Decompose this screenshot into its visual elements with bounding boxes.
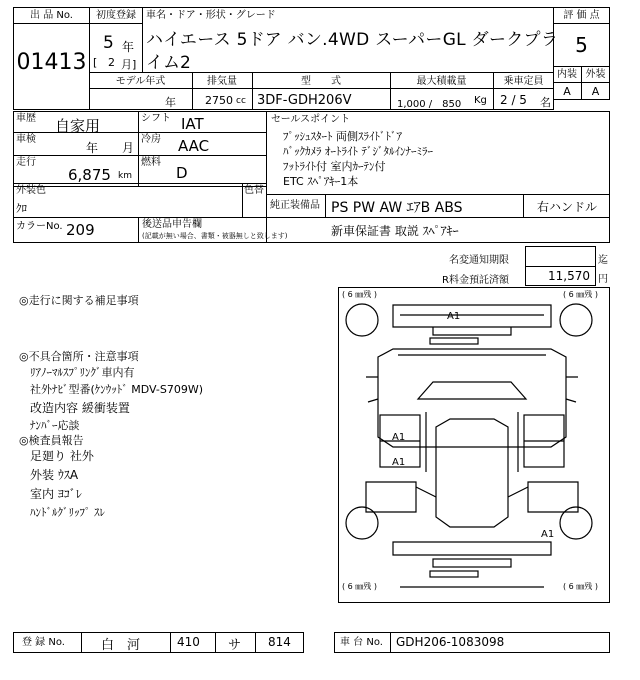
color-change-label: 色替 xyxy=(244,185,264,196)
lot-number-label: 出 品 No. xyxy=(30,10,73,21)
history-value: 自家用 xyxy=(55,117,101,135)
defects-heading: ◎不具合箇所・注意事項 xyxy=(19,350,139,363)
fuel-value: D xyxy=(176,164,188,182)
displacement-label: 排気量 xyxy=(207,76,237,87)
capacity-unit: 名 xyxy=(540,96,551,109)
mileage-value: 6,875 xyxy=(68,166,111,184)
damage-mark: A1 xyxy=(392,432,406,443)
displacement-value: 2750 xyxy=(205,94,233,107)
steering-side: 右ハンドル xyxy=(537,200,598,214)
shift-value: IAT xyxy=(181,115,204,133)
tire-tread-rear-left: ( 6 ㎜残 ) xyxy=(342,582,377,591)
shift-label: シフト xyxy=(141,113,171,124)
sales-point-line: ﾌｯﾄﾗｲﾄ付 室内ｶｰﾃﾝ付 xyxy=(283,160,386,173)
inspector-line: 外装 ｳｽA xyxy=(30,468,79,482)
interior-grade: A xyxy=(563,85,571,98)
max-load-unit: Kg xyxy=(474,95,487,106)
damage-mark: A1 xyxy=(392,457,406,468)
equipment-label: 純正装備品 xyxy=(270,200,320,211)
notice-deadline-label: 名変通知期限 xyxy=(449,255,509,266)
car-name-label: 車名・ドア・形状・グレード xyxy=(146,10,276,21)
first-registration-label: 初度登録 xyxy=(96,10,136,21)
tire-tread-rear-right: ( 6 ㎜残 ) xyxy=(563,582,598,591)
aftermarket-label: 後送品申告欄 xyxy=(142,219,202,230)
color-no-value: 209 xyxy=(66,221,95,239)
sales-point-line: ﾌﾟｯｼｭｽﾀｰﾄ 両側ｽﾗｲﾄﾞﾄﾞｱ xyxy=(283,130,402,143)
notice-deadline-field xyxy=(525,246,596,267)
first-registration-year: 5 xyxy=(103,33,114,53)
max-load-label: 最大積載量 xyxy=(416,76,467,87)
fuel-label: 燃料 xyxy=(141,157,161,168)
registration-label: 登 録 No. xyxy=(22,637,65,648)
tire-front-right-icon xyxy=(560,304,592,336)
warranty-line: 新車保証書 取説 ｽﾍﾟｱｷｰ xyxy=(331,224,459,238)
vehicle-diagram xyxy=(338,287,610,603)
exterior-color-box xyxy=(13,183,267,218)
capacity-value: 2 / 5 xyxy=(500,93,527,107)
exterior-label: 外装 xyxy=(585,69,606,80)
car-name-line1: ハイエース 5ドア バン.4WD スーパーGL ダークプラ xyxy=(146,30,559,50)
inspection-month-unit: 月 xyxy=(122,141,135,155)
sales-point-line: ETC ｽﾍﾟｱｷｰ1本 xyxy=(283,175,359,188)
lot-number: 01413 xyxy=(16,50,87,75)
model-year-label: モデル年式 xyxy=(115,76,166,87)
car-name-line2: イム2 xyxy=(146,53,191,73)
registration-number: 814 xyxy=(268,635,291,649)
defect-line: ﾘｱﾉｰﾏﾙｽﾌﾟﾘﾝｸﾞ車内有 xyxy=(30,366,135,379)
inspector-line: 室内 ﾖｺﾞﾚ xyxy=(30,487,82,501)
chassis-label: 車 台 No. xyxy=(340,637,383,648)
defect-line: 改造内容 緩衝装置 xyxy=(30,401,130,415)
defect-line: ﾅﾝﾊﾞｰ応談 xyxy=(30,419,80,432)
damage-mark: A1 xyxy=(541,529,555,540)
equipment-items: PS PW AW ｴｱB ABS xyxy=(331,200,463,216)
aftermarket-note: (記載が無い場合、書類・被器無しと致します) xyxy=(142,232,288,240)
notice-deadline-unit: 迄 xyxy=(598,255,608,266)
registration-class: 410 xyxy=(177,635,200,649)
max-load-value: 1,000 / 850 xyxy=(397,99,462,110)
tire-tread-front-left: ( 6 ㎜残 ) xyxy=(342,290,377,299)
tire-tread-front-right: ( 6 ㎜残 ) xyxy=(563,290,598,299)
recycle-fee-label: R料金預託済額 xyxy=(442,275,509,286)
driving-notes-heading: ◎走行に関する補足事項 xyxy=(19,294,139,307)
type-value: 3DF-GDH206V xyxy=(257,93,352,108)
displacement-unit: cc xyxy=(236,96,246,106)
mileage-unit: km xyxy=(118,171,132,181)
interior-label: 内装 xyxy=(557,69,577,80)
month-bracket-open: [ xyxy=(93,56,98,69)
inspection-year-unit: 年 xyxy=(86,141,99,155)
capacity-label: 乗車定員 xyxy=(503,76,544,87)
model-year-unit: 年 xyxy=(165,96,176,109)
spec-block xyxy=(13,111,267,187)
registration-office: 白 河 xyxy=(101,638,141,653)
recycle-fee-value: 11,570 xyxy=(548,269,590,283)
exterior-color-value: ｸﾛ xyxy=(16,202,27,215)
type-label: 型 式 xyxy=(301,76,341,87)
tire-front-left-icon xyxy=(346,304,378,336)
history-label: 車歴 xyxy=(16,113,36,124)
month-unit: 月] xyxy=(121,58,137,71)
color-no-label: カラーNo. xyxy=(16,221,63,232)
defect-line: 社外ﾅﾋﾞ型番(ｹﾝｳｯﾄﾞ MDV-S709W) xyxy=(30,383,204,396)
ac-value: AAC xyxy=(178,137,210,155)
year-unit: 年 xyxy=(122,40,135,54)
recycle-fee-unit: 円 xyxy=(598,274,608,285)
inspector-line: ﾊﾝﾄﾞﾙｸﾞﾘｯﾌﾟ ｽﾚ xyxy=(30,506,105,519)
ac-label: 冷房 xyxy=(141,134,161,145)
exterior-color-label: 外装色 xyxy=(16,185,46,196)
score-label: 評 価 点 xyxy=(563,10,600,21)
damage-mark: A1 xyxy=(447,311,461,322)
exterior-grade: A xyxy=(591,85,600,98)
chassis-number: GDH206-1083098 xyxy=(396,635,505,649)
first-registration-month: 2 xyxy=(108,56,115,69)
sales-points-label: セールスポイント xyxy=(271,114,351,125)
inspector-line: 足廻り 社外 xyxy=(30,449,94,463)
mileage-label: 走行 xyxy=(16,157,36,168)
inspection-label: 車検 xyxy=(16,134,36,145)
registration-kana: サ xyxy=(228,638,242,653)
sales-point-line: ﾊﾞｯｸｶﾒﾗ ｵｰﾄﾗｲﾄ ﾃﾞｼﾞﾀﾙｲﾝﾅｰﾐﾗｰ xyxy=(283,145,433,158)
inspector-heading: ◎検査員報告 xyxy=(19,434,84,447)
score-value: 5 xyxy=(575,33,588,57)
